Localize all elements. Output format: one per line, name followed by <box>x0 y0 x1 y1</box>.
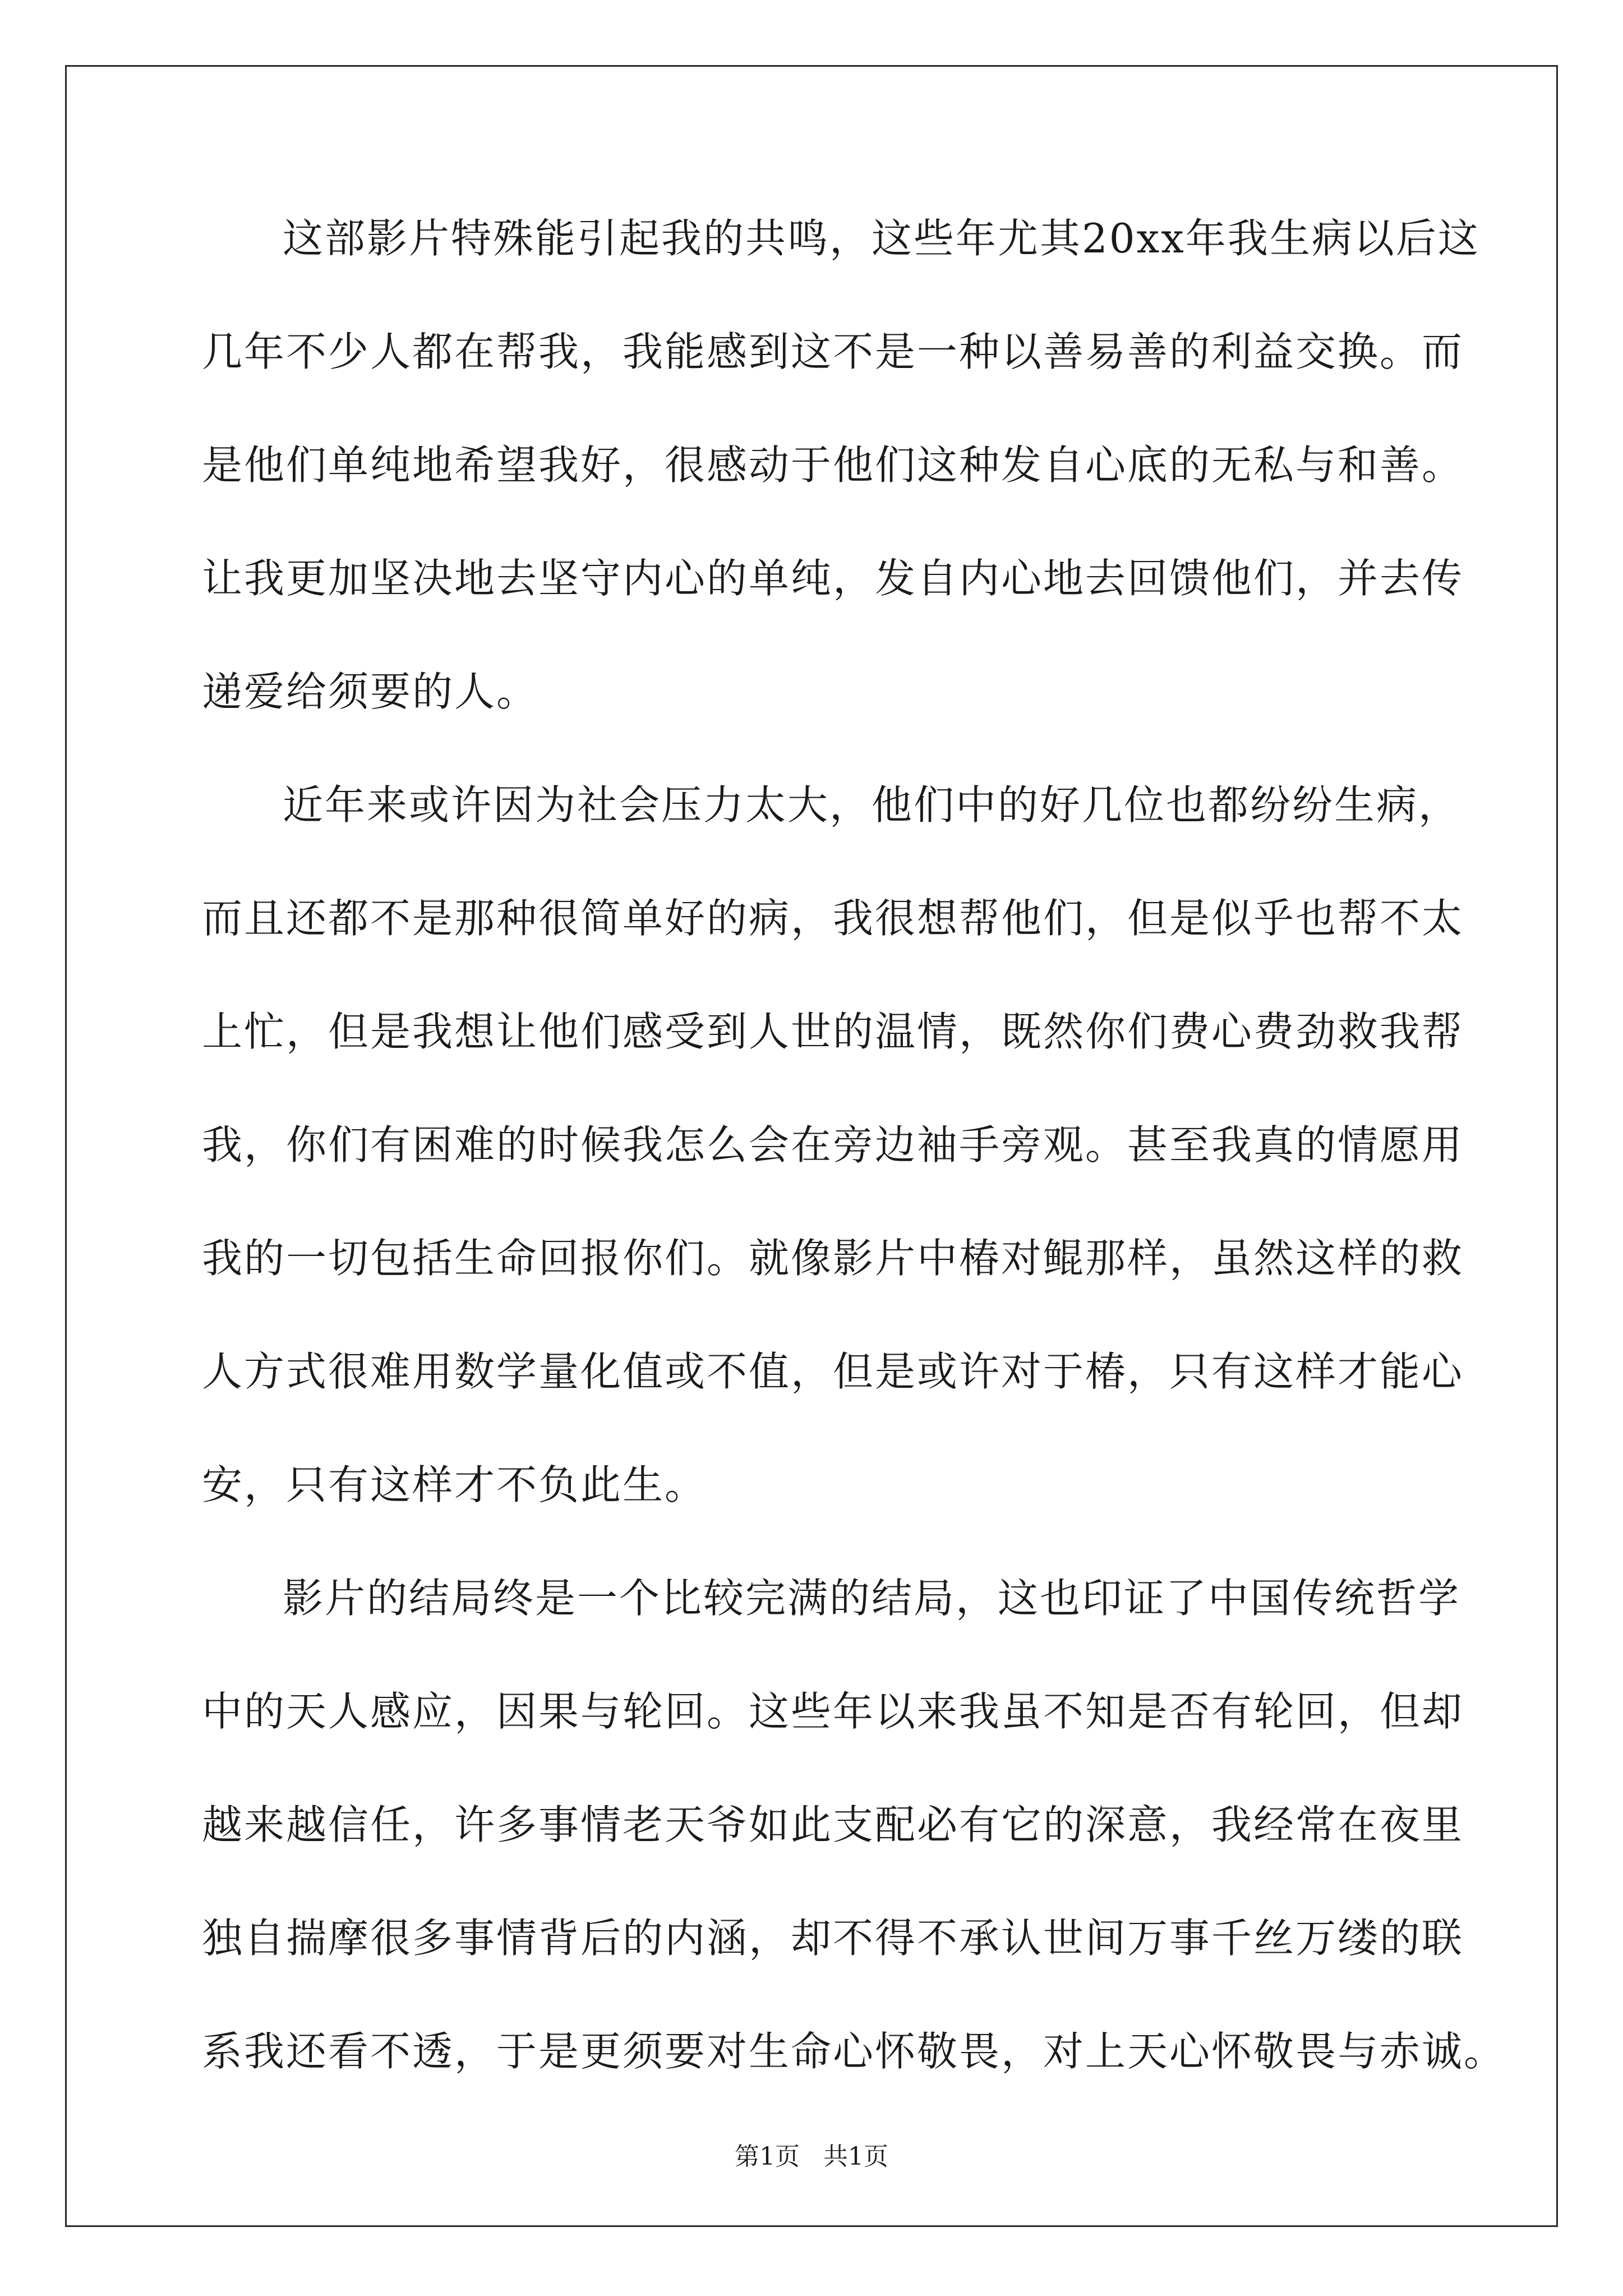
text-line: 递爱给须要的人。 <box>202 668 539 715</box>
paragraph-1 <box>202 213 1480 780</box>
page-footer: 第1页 共1页 <box>735 2142 888 2171</box>
text-line: 我，你们有困难的时候我怎么会在旁边袖手旁观。甚至我真的情愿用 <box>202 1121 1464 1168</box>
text-line: 独自揣摩很多事情背后的内涵，却不得不承认世间万事千丝万缕的联 <box>202 1915 1464 1962</box>
text-line: 越来越信任，许多事情老天爷如此支配必有它的深意，我经常在夜里 <box>202 1801 1464 1848</box>
paragraph-3 <box>202 1573 1506 2139</box>
text-line: 近年来或许因为社会压力太大，他们中的好几位也都纷纷生病， <box>283 781 1461 829</box>
text-line: 中的天人感应，因果与轮回。这些年以来我虽不知是否有轮回，但却 <box>202 1688 1464 1735</box>
paragraph-2 <box>202 780 1464 1573</box>
text-line: 是他们单纯地希望我好，很感动于他们这种发自心底的无私与和善。 <box>202 441 1464 489</box>
text-line: 让我更加坚决地去坚守内心的单纯，发自内心地去回馈他们，并去传 <box>202 555 1464 602</box>
text-line: 系我还看不透，于是更须要对生命心怀敬畏，对上天心怀敬畏与赤诚。 <box>202 2028 1506 2075</box>
document-body <box>202 213 1506 2139</box>
text-line: 我的一切包括生命回报你们。就像影片中椿对鲲那样，虽然这样的救 <box>202 1235 1464 1282</box>
text-line: 而且还都不是那种很简单好的病，我很想帮他们，但是似乎也帮不太 <box>202 895 1464 942</box>
text-line: 安，只有这样才不负此生。 <box>202 1461 707 1508</box>
text-line: 人方式很难用数学量化值或不值，但是或许对于椿，只有这样才能心 <box>202 1348 1464 1395</box>
text-line: 几年不少人都在帮我，我能感到这不是一种以善易善的利益交换。而 <box>202 328 1464 375</box>
text-line: 上忙，但是我想让他们感受到人世的温情，既然你们费心费劲救我帮 <box>202 1008 1464 1055</box>
text-line: 这部影片特殊能引起我的共鸣，这些年尤其20xx年我生病以后这 <box>283 215 1480 262</box>
text-line: 影片的结局终是一个比较完满的结局，这也印证了中国传统哲学 <box>283 1575 1461 1622</box>
